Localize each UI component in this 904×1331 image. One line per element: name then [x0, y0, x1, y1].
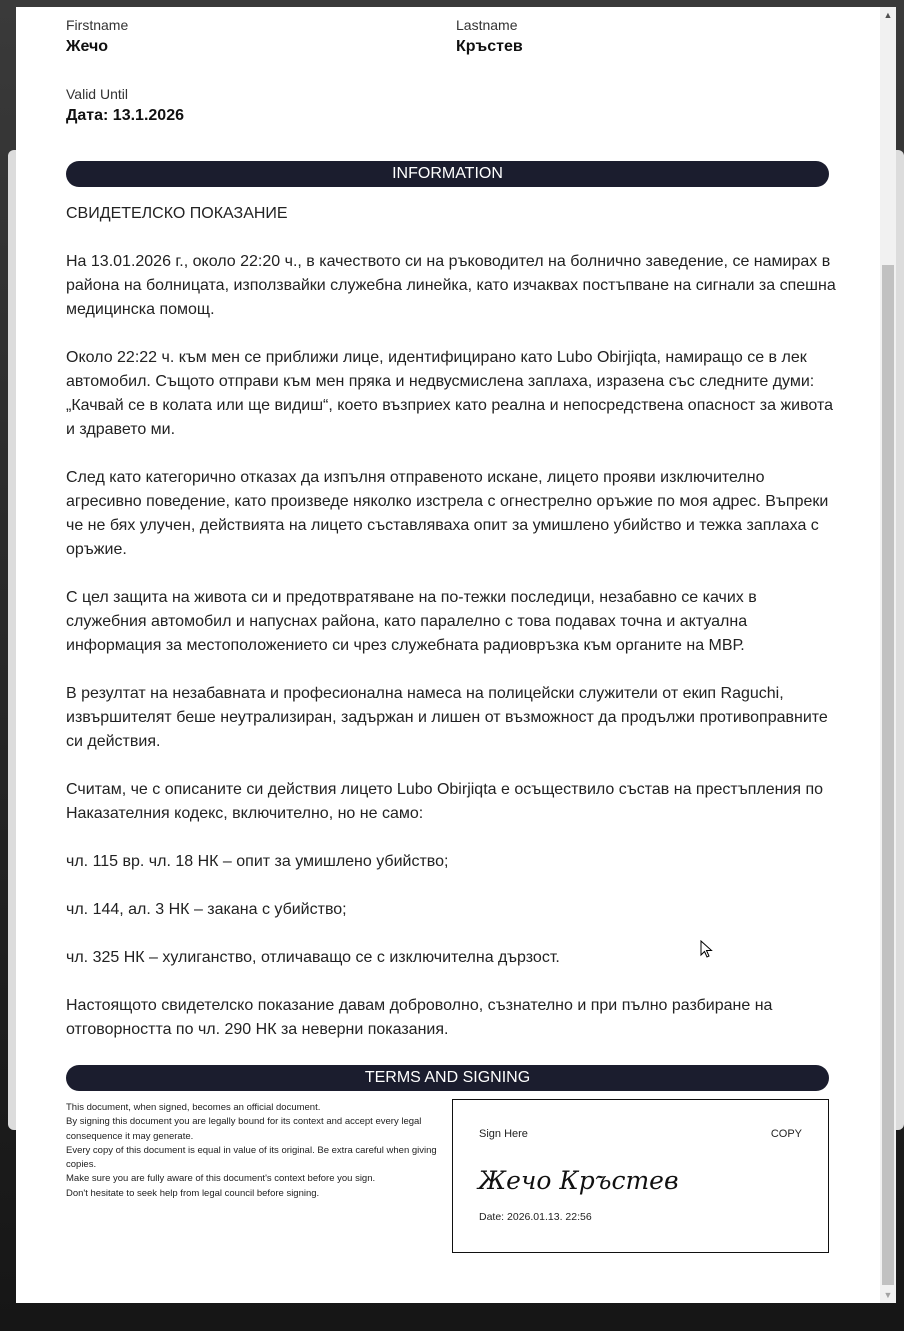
lastname-field: [456, 17, 523, 56]
lastname-value: Кръстев: [456, 38, 523, 55]
scroll-down-arrow-icon[interactable]: ▼: [883, 1290, 893, 1300]
statement-paragraph: Настоящото свидетелско показание давам доброволно, съзнателно и при пълно разбиране на отговорността по чл. 290 НК за неверни показания.: [66, 997, 773, 1038]
valid-until-value: Дата: 13.1.2026: [66, 107, 184, 124]
terms-header: TERMS AND SIGNING: [66, 1065, 829, 1091]
statement-paragraph: След като категорично отказах да изпълня отправеното искане, лицето прояви изключително агресивно поведение, като произведе няколко изстрела с огнестрелно оръжие по моя адрес. Въпреки че не бях улучен, действията на лицето съставляваха опит за умишлено убийство и тежка заплаха с оръжие.: [66, 469, 829, 558]
signature-date: Date: 2026.01.13. 22:56: [479, 1211, 592, 1223]
scroll-up-arrow-icon[interactable]: ▲: [883, 10, 893, 20]
sign-here-label: Sign Here: [479, 1128, 528, 1140]
terms-text: [66, 1101, 446, 1201]
terms-line: Every copy of this document is equal in value of its original. Be extra careful when giving copies.: [66, 1144, 437, 1171]
scrollbar-thumb[interactable]: [882, 265, 894, 1285]
lastname-label: Lastname: [456, 17, 518, 33]
signature-box[interactable]: [452, 1099, 829, 1253]
statement-paragraph: С цел защита на живота си и предотвратяване на по-тежки последици, незабавно се качих в служебния автомобил и напуснах района, като паралелно с това подавах точна и актуална информация за местоположението си чрез служебната радиовръзка към органите на МВР.: [66, 589, 757, 654]
firstname-field: [66, 17, 128, 56]
valid-until-label: Valid Until: [66, 86, 128, 102]
document-modal: [16, 7, 896, 1303]
scrollbar[interactable]: [880, 7, 896, 1303]
statement-title: СВИДЕТЕЛСКО ПОКАЗАНИЕ: [66, 205, 288, 222]
valid-until-field: [66, 86, 184, 125]
statement-paragraph: Около 22:22 ч. към мен се приближи лице, идентифицирано като Lubo Obirjiqta, намиращо се в лек автомобил. Същото отправи към мен пряка и недвусмислена заплаха, изразена със следните думи: „Качвай се в колата или ще видиш“, което възприех като реална и непосредствена опасност за живота и здравето ми.: [66, 349, 833, 438]
statement-paragraph: чл. 325 НК – хулиганство, отличаващо се с изключителна дързост.: [66, 949, 560, 966]
statement-paragraph: Считам, че с описаните си действия лицето Lubo Obirjiqta е осъществило състав на престъпления по Наказателния кодекс, включително, но не само:: [66, 781, 824, 822]
information-header: INFORMATION: [66, 161, 829, 187]
firstname-value: Жечо: [66, 38, 109, 55]
terms-line: Make sure you are fully aware of this document's context before you sign.: [66, 1173, 376, 1185]
copy-button[interactable]: COPY: [770, 1128, 802, 1140]
firstname-label: Firstname: [66, 17, 129, 33]
statement-paragraph: чл. 115 вр. чл. 18 НК – опит за умишлено убийство;: [66, 853, 449, 870]
statement-paragraph: На 13.01.2026 г., около 22:20 ч., в качеството си на ръководител на болнично заведение, се намирах в района на болницата, използвайки служебна линейка, като изчаквах постъпване на сигнали за спешна медицинска помощ.: [66, 253, 836, 318]
terms-line: Don't hesitate to seek help from legal council before signing.: [66, 1187, 320, 1199]
mouse-cursor-icon: [700, 940, 714, 960]
terms-line: By signing this document you are legally bound for its context and accept every legal consequence it may generate.: [66, 1116, 422, 1142]
statement-text: [66, 202, 836, 1066]
statement-paragraph: чл. 144, ал. 3 НК – закана с убийство;: [66, 901, 347, 918]
signature-name: Жечо Кръстев: [478, 1166, 679, 1195]
statement-paragraph: В резултат на незабавната и професионална намеса на полицейски служители от екип Raguchi, извършителят беше неутрализиран, задържан и лишен от възможност да продължи противоправните си действия.: [66, 685, 828, 750]
terms-line: This document, when signed, becomes an official document.: [66, 1102, 321, 1113]
